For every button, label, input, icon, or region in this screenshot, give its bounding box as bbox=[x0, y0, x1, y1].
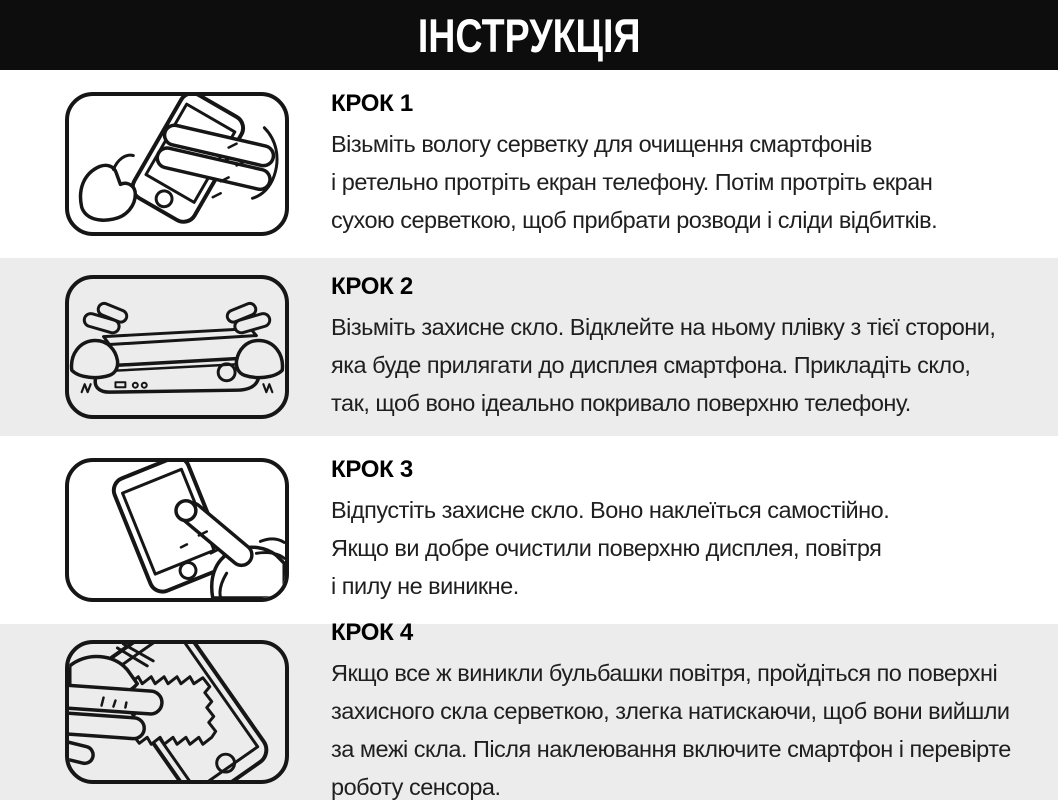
step-text-line: так, щоб воно ідеально покривало поверхню телефону. bbox=[331, 389, 911, 416]
step-text-line: Візьміть вологу серветку для очищення смартфонів bbox=[331, 130, 872, 157]
step-text-line: за межі скла. Після наклеювання включите смартфон і перевірте bbox=[331, 735, 1011, 762]
step-row-2 bbox=[0, 258, 1058, 436]
step4-text bbox=[331, 619, 1011, 806]
step-heading: КРОК 1 bbox=[331, 89, 413, 117]
step-heading: КРОК 2 bbox=[331, 272, 413, 300]
step-text-line: Якщо все ж виникли бульбашки повітря, пройдіться по поверхні bbox=[331, 659, 998, 686]
step1-text bbox=[331, 90, 937, 239]
step-text-line: і ретельно протріть екран телефону. Потім протріть екран bbox=[331, 168, 933, 195]
release-glass-icon bbox=[69, 462, 285, 598]
step-text-line: Відпустіть захисне скло. Воно наклеїться самостійно. bbox=[331, 496, 890, 523]
step-text-line: роботу сенсора. bbox=[331, 773, 501, 800]
step3-illustration bbox=[65, 458, 289, 602]
step4-illustration bbox=[65, 640, 289, 784]
header bbox=[0, 0, 1058, 70]
step1-illustration bbox=[65, 92, 289, 236]
step-text-line: Візьміть захисне скло. Відклейте на ньому плівку з тієї сторони, bbox=[331, 313, 996, 340]
step-text-line: і пилу не виникне. bbox=[331, 572, 519, 599]
smooth-bubbles-icon bbox=[69, 644, 285, 780]
step3-text bbox=[331, 456, 889, 605]
step-row-1 bbox=[0, 70, 1058, 258]
step-text-line: захисного скла серветкою, злегка натискаючи, щоб вони вийшли bbox=[331, 697, 1010, 724]
step-text-line: Якщо ви добре очистили поверхню дисплея, повітря bbox=[331, 534, 882, 561]
step-text-line: сухою серветкою, щоб прибрати розводи і сліди відбитків. bbox=[331, 206, 938, 233]
step-row-4 bbox=[0, 618, 1058, 800]
step2-illustration bbox=[65, 275, 289, 419]
step2-text bbox=[331, 273, 995, 422]
peel-film-icon bbox=[69, 279, 285, 415]
step-heading: КРОК 3 bbox=[331, 455, 413, 483]
wipe-phone-icon bbox=[69, 96, 285, 232]
page-title: ІНСТРУКЦІЯ bbox=[417, 8, 641, 62]
step-text-line: яка буде прилягати до дисплея смартфона. Прикладіть скло, bbox=[331, 351, 971, 378]
step-heading: КРОК 4 bbox=[331, 618, 413, 646]
step-row-3 bbox=[0, 436, 1058, 624]
